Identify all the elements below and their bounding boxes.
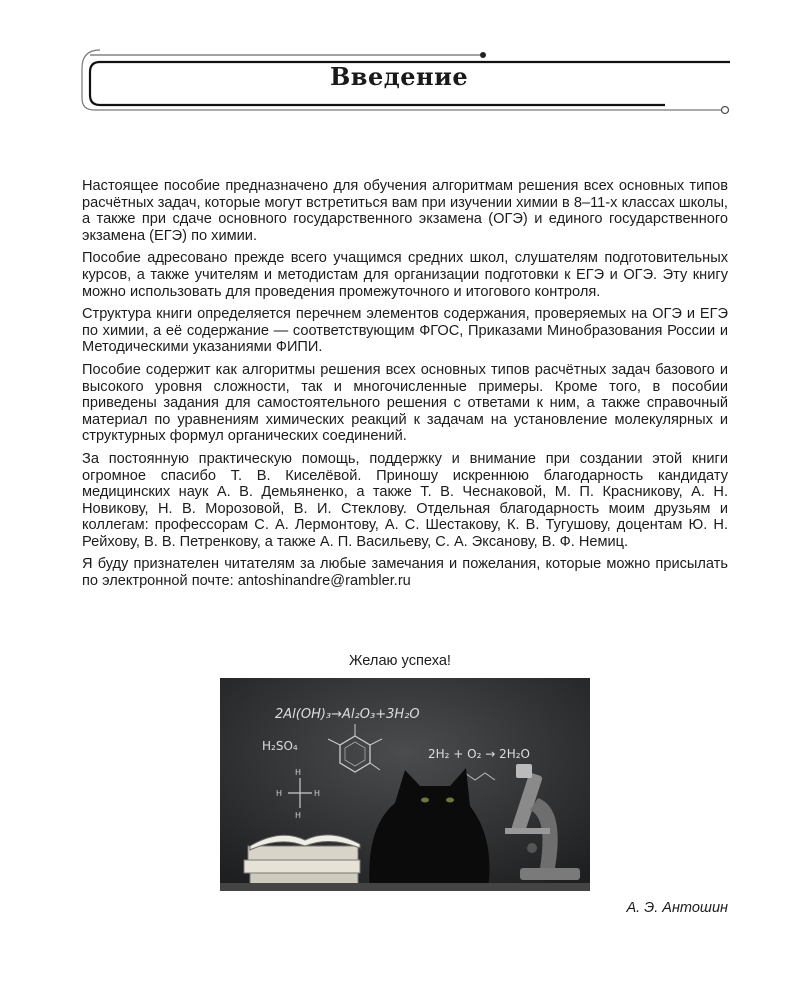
paragraph: Пособие содержит как алгоритмы решения всех основных типов расчётных задач базового и высокого уровня сложности, так и многочисленные примеры. Кроме того, в пособии приведены задания для самостоятельного решения с ответами к ним, а также справочный материал по уравнениям химических реакций к задачам на установление молекулярных и структурных формул органических соединений. — [82, 361, 728, 445]
chalk-formula-1: 2Al(OH)₃→Al₂O₃+3H₂O — [275, 707, 420, 722]
illustration-chalkboard-cat — [220, 678, 590, 891]
paragraph: За постоянную практическую помощь, поддержку и внимание при создании этой книги огромное спасибо Т. В. Киселёвой. Приношу искреннюю благодарность кандидату медицинских наук А. В. Демьяненко, а также Т. В. Чеснаковой, М. П. Красникову, А. Н. Новикову, Н. В. Морозовой, В. И. Стеклову. Отдельная благодарность моим друзьям и коллегам: профессорам С. А. Лермонтову, А. С. Шестакову, К. В. Тугушову, доцентам Ю. Н. Рейхову, В. В. Петренкову, а также А. П. Васильеву, С. А. Эксанову, В. Ф. Немиц. — [82, 450, 728, 550]
chapter-header — [0, 0, 800, 130]
paragraph: Пособие адресовано прежде всего учащимся средних школ, слушателям подготовительных курсов, а также учителям и методистам для организации подготовки к ЕГЭ и ОГЭ. Эту книгу можно использовать для проведения промежуточного и итогового контроля. — [82, 250, 728, 300]
author-signature: А. Э. Антошин — [626, 900, 728, 916]
paragraph: Я буду признателен читателям за любые замечания и пожелания, которые можно присылать по электронной почте: antoshinandre@rambler.ru — [82, 556, 728, 590]
svg-text:H: H — [295, 768, 302, 777]
header-dot-bottom — [722, 107, 729, 114]
paragraph: Структура книги определяется перечнем элементов содержания, проверяемых на ОГЭ и ЕГЭ по химии, а её содержание — соответствующим ФГОС, Приказами Минобразования России и Методическими указаниями ФИПИ. — [82, 306, 728, 356]
page-title: Введение — [330, 62, 469, 91]
books-stack — [244, 835, 360, 885]
chalk-formula-2: H₂SO₄ — [262, 739, 298, 753]
header-dot-top — [480, 52, 486, 58]
closing-wish: Желаю успеха! — [349, 653, 451, 669]
main-text — [82, 178, 728, 596]
svg-text:H: H — [276, 789, 283, 798]
paragraph: Настоящее пособие предназначено для обучения алгоритмам решения всех основных типов расчётных задач, которые могут встретиться вам при изучении химии в 8–11-х классах школы, а также при сдаче основного государственного экзамена (ОГЭ) и единого государственного экзамена (ЕГЭ) по химии. — [82, 178, 728, 244]
svg-text:H: H — [295, 811, 302, 820]
chalk-formula-3: 2H₂ + O₂ → 2H₂O — [428, 747, 531, 761]
svg-text:H: H — [314, 789, 321, 798]
